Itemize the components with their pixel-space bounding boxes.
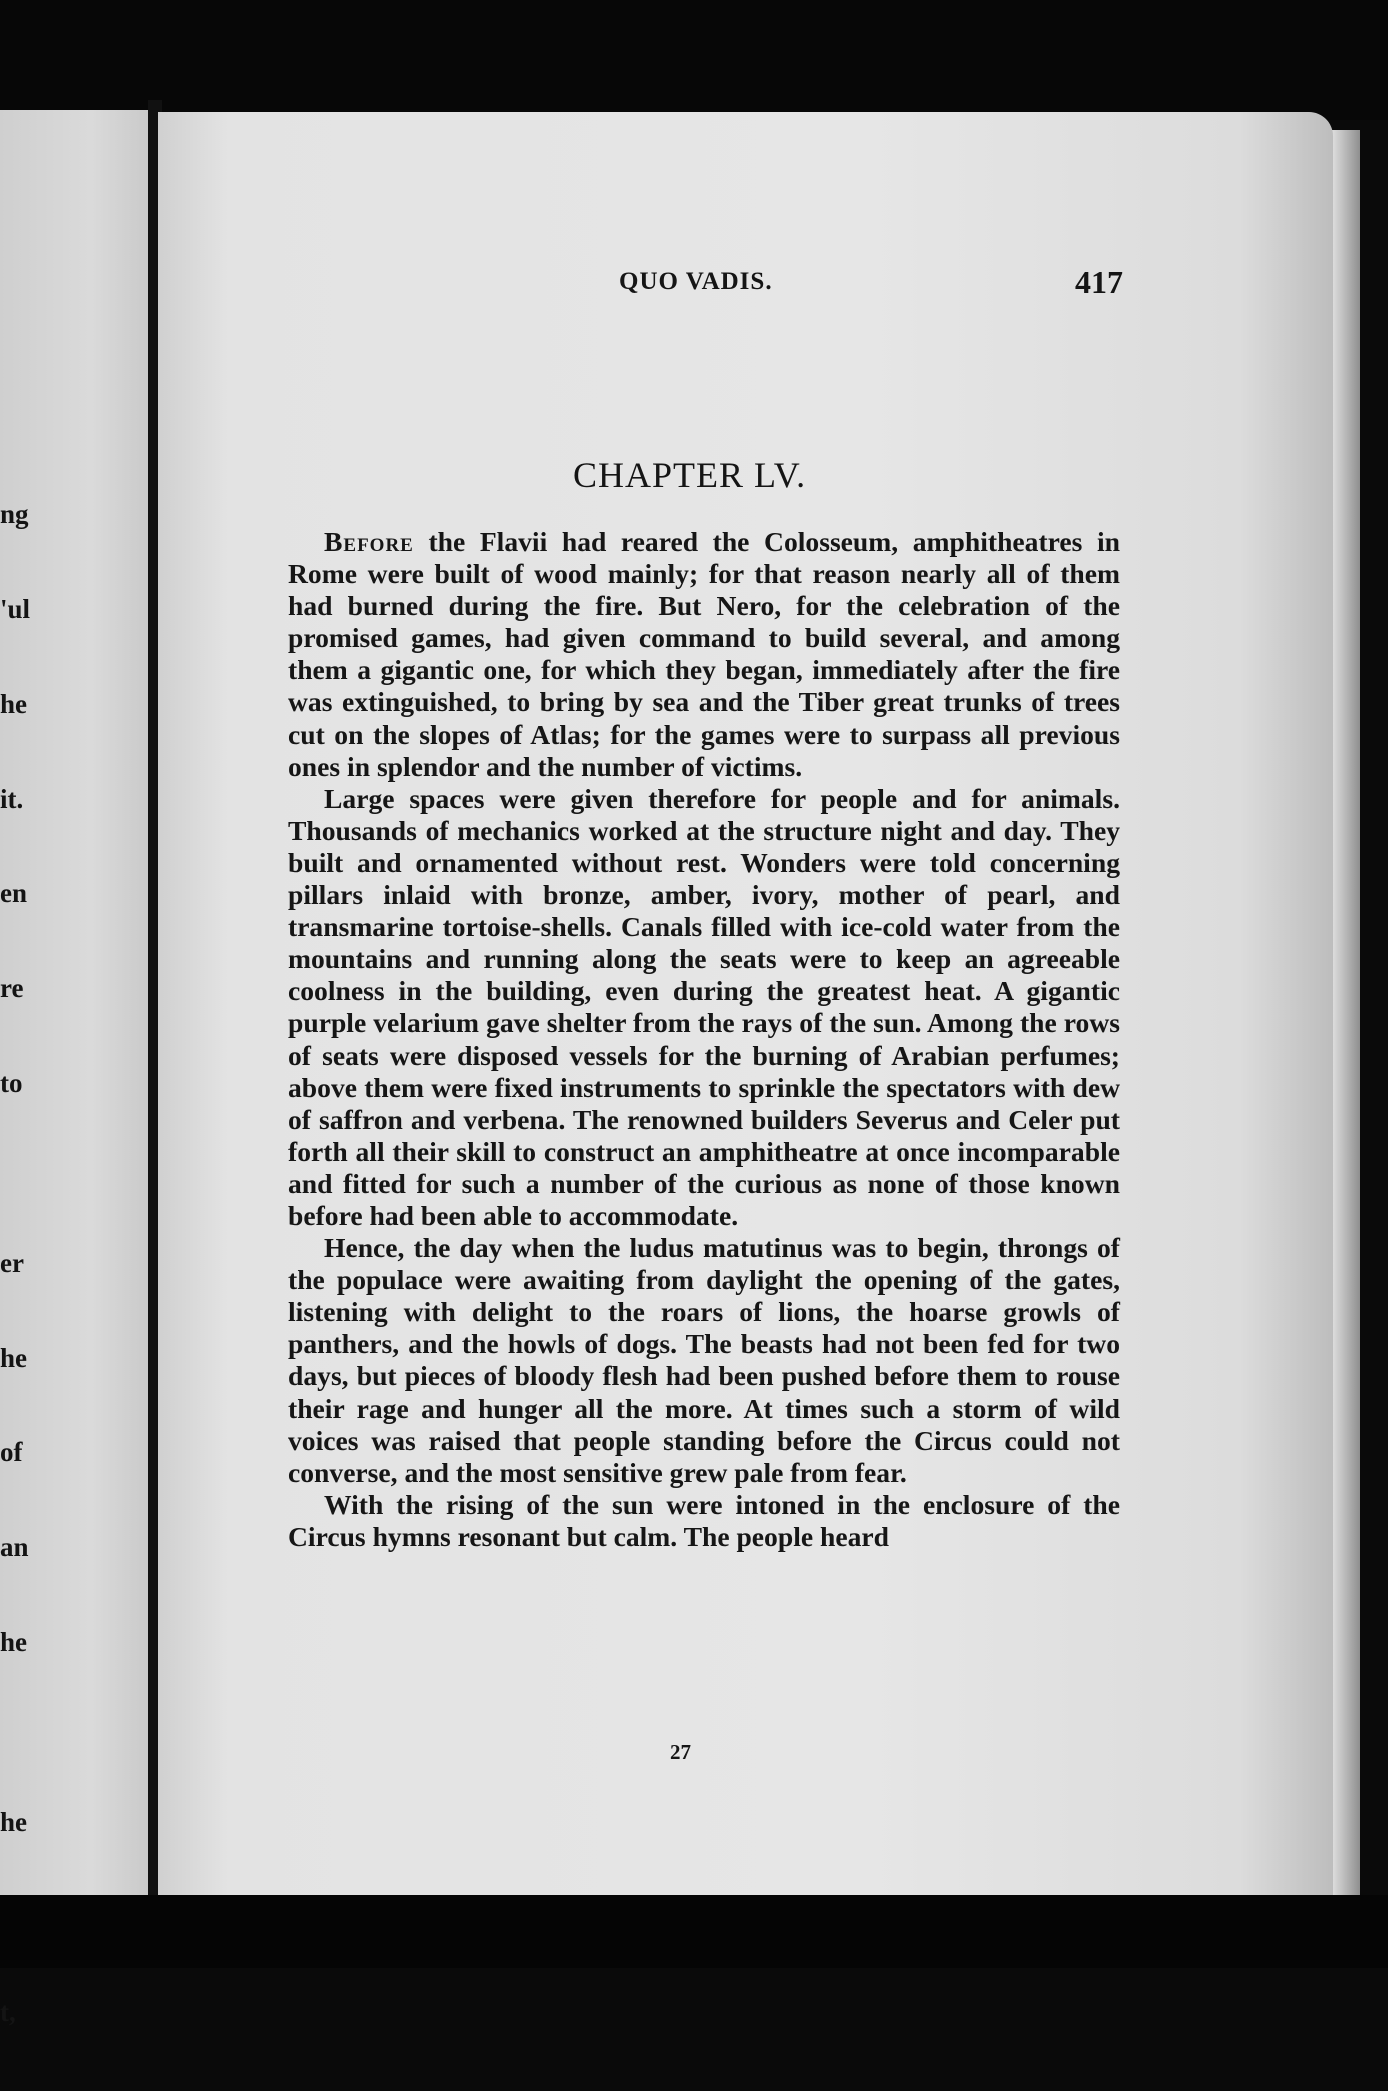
paragraph-lead-word: Before xyxy=(324,526,414,557)
paragraph xyxy=(288,526,1120,783)
margin-fragment: t, xyxy=(0,1996,16,2027)
paragraph-text: Hence, the day when the ludus matutinus was to begin, throngs of the populace were awaiting from daylight the opening of the gates, listening with delight to the roars of lions, the hoarse growls of panthers, and the howls of dogs. The beasts had not been fed for two days, but pieces of bloody flesh had been pushed before them to rouse their rage and hunger all the more. At times such a storm of wild voices was raised that people standing before the Circus could not converse, and the most sensitive grew pale from fear. xyxy=(288,1232,1120,1488)
margin-fragment: it. xyxy=(0,783,24,814)
scan-background-bottom xyxy=(0,1895,1388,1968)
margin-fragment: en xyxy=(0,878,27,909)
margin-fragment: er xyxy=(0,1247,24,1278)
margin-fragment: of xyxy=(0,1437,23,1468)
running-head: QUO VADIS. xyxy=(619,268,773,295)
chapter-title: CHAPTER LV. xyxy=(573,455,807,495)
paragraph-text: Large spaces were given therefore for people and for animals. Thousands of mechanics worked at the structure night and day. They built and ornamented without rest. Wonders were told concerning pillars inlaid with bronze, amber, ivory, mother of pearl, and transmarine tortoise-shells. Canals filled with ice-cold water from the mountains and running along the seats were to keep an agreeable coolness in the building, even during the greatest heat. A gigantic purple velarium gave shelter from the rays of the sun. Among the rows of seats were disposed vessels for the burning of Arabian perfumes; above them were fixed instruments to sprinkle the spectators with dew of saffron and verbena. The renowned builders Severus and Celer put forth all their skill to construct an amphitheatre at once incomparable and fitted for such a number of the curious as none of those known before had been able to accommodate. xyxy=(288,782,1120,1231)
paragraph xyxy=(288,1489,1120,1553)
signature-mark: 27 xyxy=(670,1740,691,1764)
margin-fragment: he xyxy=(0,688,27,719)
previous-page xyxy=(0,110,152,2027)
margin-gap xyxy=(0,1722,52,1744)
margin-fragment: 'ul xyxy=(0,593,31,624)
page-number: 417 xyxy=(1075,264,1123,300)
margin-fragment: he xyxy=(0,1806,27,1837)
paragraph xyxy=(288,1232,1120,1489)
margin-gap xyxy=(0,1163,52,1185)
paragraph-text: With the rising of the sun were intoned in the enclosure of the Circus hymns resonant but calm. The people heard xyxy=(288,1488,1120,1552)
margin-fragment: ng xyxy=(0,499,29,530)
paragraph-text: the Flavii had reared the Colosseum, amphitheatres in Rome were built of wood mainly; for that reason nearly all of them had burned during the fire. But Nero, for the celebration of the promised games, had given command to build several, and among them a gigantic one, for which they began, immediately after the fire was extinguished, to bring by sea and the Tiber great trunks of trees cut on the slopes of Atlas; for the games were to surpass all previous ones in splendor and the number of victims. xyxy=(288,526,1120,782)
margin-fragment: re xyxy=(0,973,24,1004)
previous-page-text xyxy=(0,436,52,2091)
body-text xyxy=(288,526,1120,1553)
margin-fragment: he xyxy=(0,1626,27,1657)
paragraph xyxy=(288,783,1120,1232)
scan-background-top xyxy=(0,0,1388,120)
margin-fragment: to xyxy=(0,1067,23,1098)
margin-fragment: an xyxy=(0,1532,29,1563)
margin-fragment: he xyxy=(0,1342,27,1373)
